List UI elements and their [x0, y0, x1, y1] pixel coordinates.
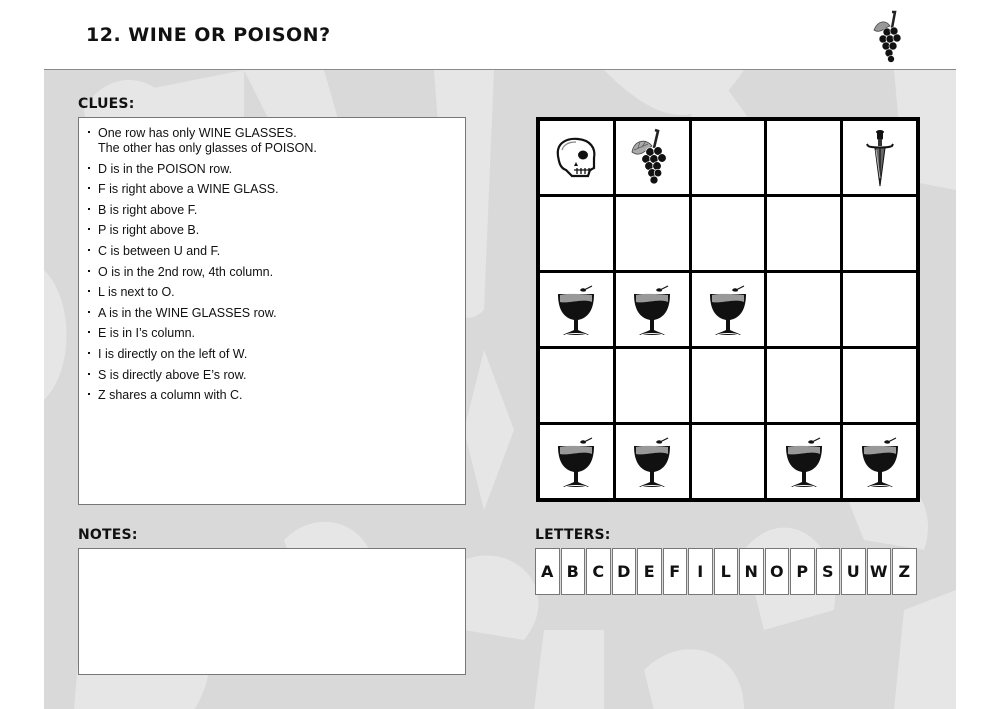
- clue-text: The other has only glasses of POISON.: [98, 141, 317, 155]
- page-title: 12. WINE OR POISON?: [86, 24, 331, 46]
- grid-cell-r2-c3[interactable]: [692, 197, 765, 270]
- letter-tile-d[interactable]: D: [612, 548, 637, 595]
- letter-tile-i[interactable]: I: [688, 548, 713, 595]
- grid-cell-r4-c4[interactable]: [767, 349, 840, 422]
- clue-text: B is right above F.: [98, 202, 198, 217]
- clue-text: F is right above a WINE GLASS.: [98, 182, 279, 197]
- grapes-icon: [868, 8, 912, 64]
- grid-cell-r2-c4[interactable]: [767, 197, 840, 270]
- letter-tile-f[interactable]: F: [663, 548, 688, 595]
- wine-glass-icon: [626, 432, 678, 492]
- clue-text: O is in the 2nd row, 4th column.: [98, 264, 274, 279]
- grid-cell-r1-c5[interactable]: [843, 121, 916, 194]
- clue-item: [88, 285, 455, 300]
- grid-cell-r1-c2[interactable]: [616, 121, 689, 194]
- letter-tile-n[interactable]: N: [739, 548, 764, 595]
- grid-cell-r4-c5[interactable]: [843, 349, 916, 422]
- letter-tile-u[interactable]: U: [841, 548, 866, 595]
- clue-item: [88, 368, 455, 383]
- grid-cell-r1-c1[interactable]: [540, 121, 613, 194]
- clue-item: [88, 126, 455, 156]
- clue-text: L is next to O.: [98, 285, 175, 300]
- clue-item: [88, 326, 455, 341]
- grapes-icon: [626, 128, 678, 188]
- grid-cell-r5-c1[interactable]: [540, 425, 613, 498]
- letters-label: LETTERS:: [535, 527, 611, 543]
- clues-label: CLUES:: [78, 96, 135, 112]
- wine-glass-icon: [702, 280, 754, 340]
- clue-item: [88, 203, 455, 218]
- clue-item: [88, 388, 455, 403]
- notes-label: NOTES:: [78, 527, 138, 543]
- dagger-icon: [854, 128, 906, 188]
- grid-cell-r2-c1[interactable]: [540, 197, 613, 270]
- letter-tile-c[interactable]: C: [586, 548, 611, 595]
- clue-item: [88, 347, 455, 362]
- letter-tile-e[interactable]: E: [637, 548, 662, 595]
- grid-cell-r3-c3[interactable]: [692, 273, 765, 346]
- clue-item: [88, 265, 455, 280]
- clue-item: [88, 306, 455, 321]
- wine-glass-icon: [550, 432, 602, 492]
- grid-cell-r3-c4[interactable]: [767, 273, 840, 346]
- clue-text: C is between U and F.: [98, 243, 221, 258]
- letter-tile-a[interactable]: A: [535, 548, 560, 595]
- grid-cell-r4-c3[interactable]: [692, 349, 765, 422]
- grid-cell-r5-c5[interactable]: [843, 425, 916, 498]
- letter-tile-b[interactable]: B: [561, 548, 586, 595]
- grid-cell-r1-c3[interactable]: [692, 121, 765, 194]
- grid-cell-r4-c1[interactable]: [540, 349, 613, 422]
- clue-item: [88, 182, 455, 197]
- puzzle-grid: [536, 117, 920, 502]
- letters-bank: [535, 548, 917, 595]
- clue-item: [88, 162, 455, 177]
- clue-text: One row has only WINE GLASSES.: [98, 126, 297, 140]
- clue-item: [88, 244, 455, 259]
- letter-tile-p[interactable]: P: [790, 548, 815, 595]
- wine-glass-icon: [778, 432, 830, 492]
- letter-tile-s[interactable]: S: [816, 548, 841, 595]
- wine-glass-icon: [550, 280, 602, 340]
- grid-cell-r3-c5[interactable]: [843, 273, 916, 346]
- grid-cell-r5-c4[interactable]: [767, 425, 840, 498]
- letter-tile-w[interactable]: W: [867, 548, 892, 595]
- clue-item: [88, 223, 455, 238]
- wine-glass-icon: [854, 432, 906, 492]
- grid-cell-r3-c1[interactable]: [540, 273, 613, 346]
- grid-cell-r4-c2[interactable]: [616, 349, 689, 422]
- letter-tile-z[interactable]: Z: [892, 548, 917, 595]
- clues-list: [78, 117, 466, 505]
- grid-cell-r5-c2[interactable]: [616, 425, 689, 498]
- notes-area[interactable]: [78, 548, 466, 675]
- clue-text: Z shares a column with C.: [98, 388, 243, 403]
- wine-glass-icon: [626, 280, 678, 340]
- clue-text: I is directly on the left of W.: [98, 346, 248, 361]
- clue-text: S is directly above E’s row.: [98, 367, 247, 382]
- clue-text: D is in the POISON row.: [98, 161, 233, 176]
- clue-text: E is in I’s column.: [98, 326, 196, 341]
- grid-cell-r2-c5[interactable]: [843, 197, 916, 270]
- grid-cell-r5-c3[interactable]: [692, 425, 765, 498]
- grid-cell-r3-c2[interactable]: [616, 273, 689, 346]
- grid-cell-r1-c4[interactable]: [767, 121, 840, 194]
- clue-text: A is in the WINE GLASSES row.: [98, 305, 277, 320]
- letter-tile-l[interactable]: L: [714, 548, 739, 595]
- skull-icon: [550, 128, 602, 188]
- clue-text: P is right above B.: [98, 223, 200, 238]
- grid-cell-r2-c2[interactable]: [616, 197, 689, 270]
- letter-tile-o[interactable]: O: [765, 548, 790, 595]
